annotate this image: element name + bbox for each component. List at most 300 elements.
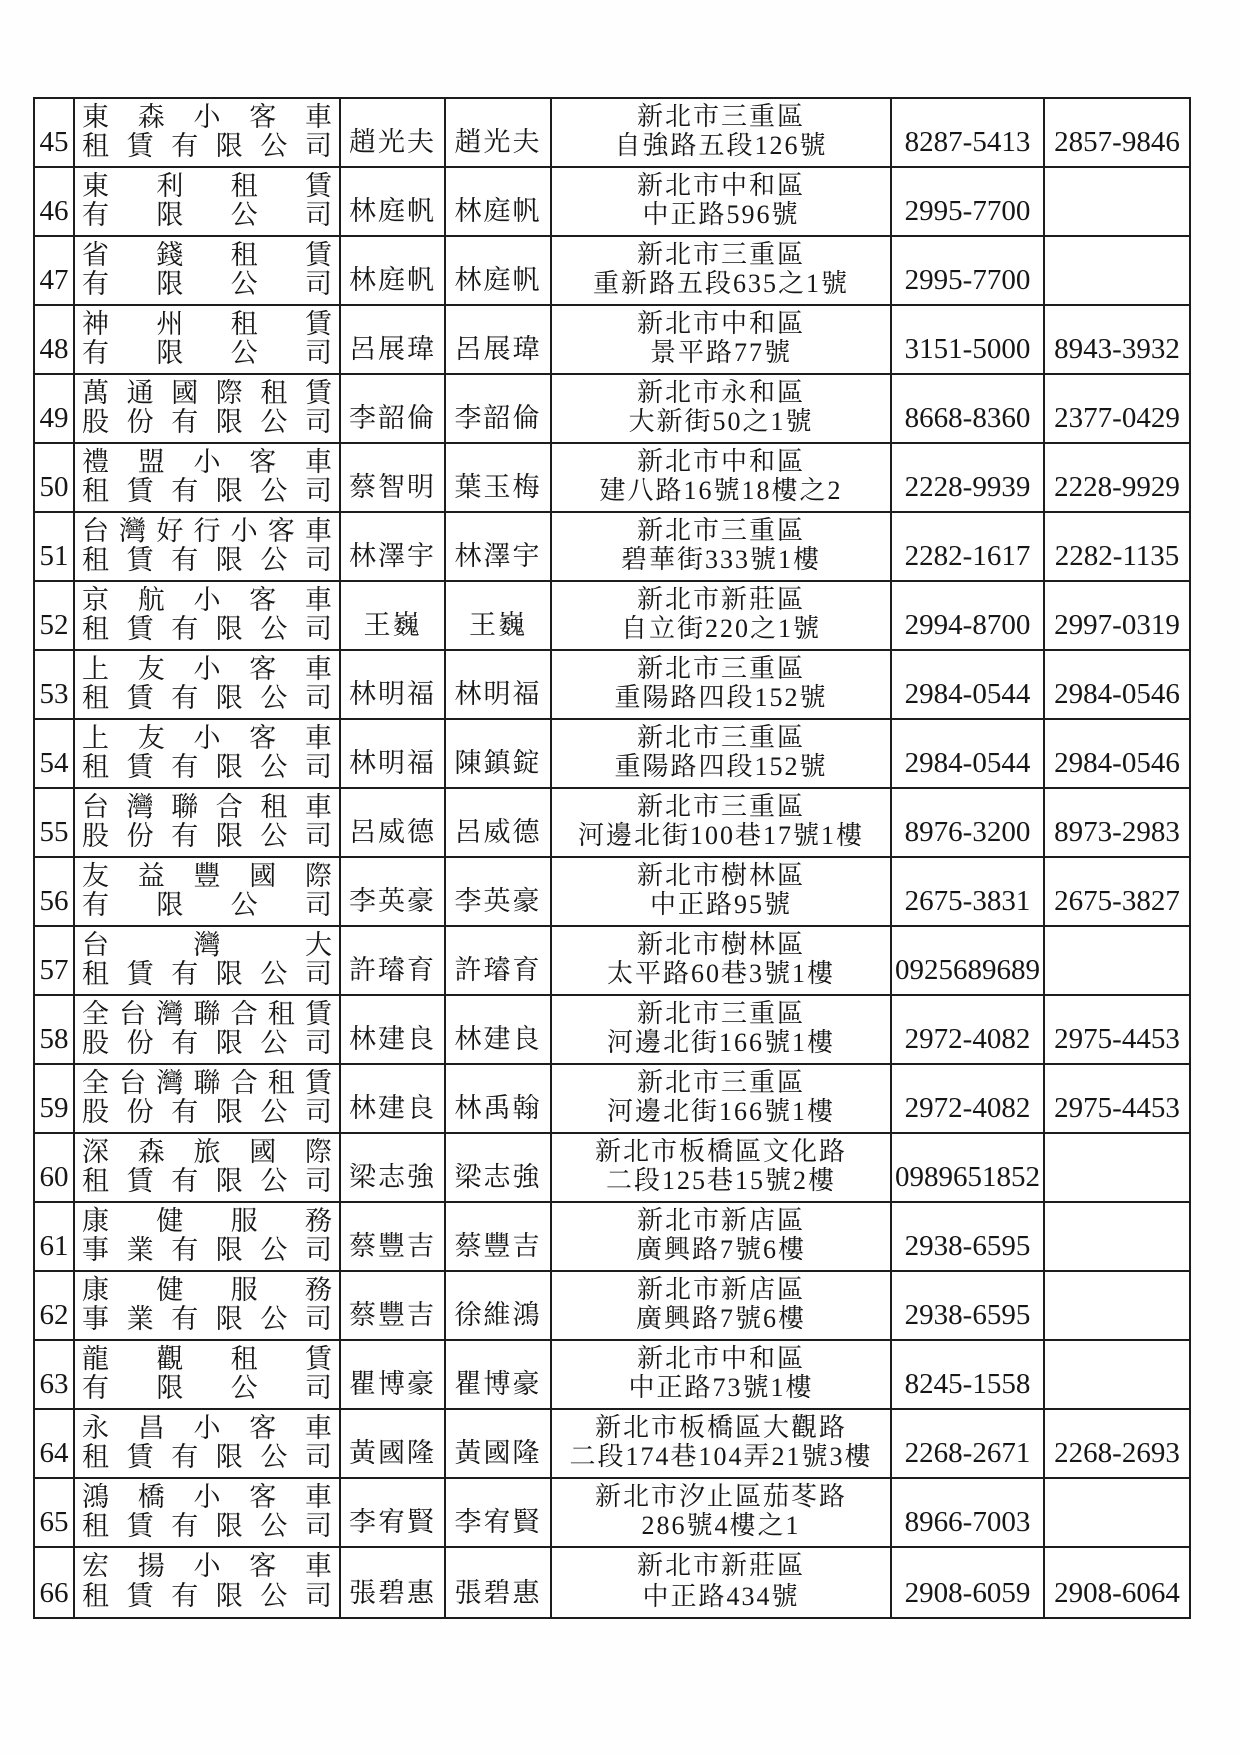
address-cell	[552, 1548, 892, 1617]
company-name-char: 租	[82, 959, 109, 989]
company-name-char: 小	[193, 1413, 221, 1443]
company-name-char: 客	[249, 1413, 277, 1443]
phone1-cell: 2675-3831	[892, 858, 1045, 925]
company-name-char: 友	[137, 723, 165, 753]
address-line: 河邊北街166號1樓	[606, 1097, 835, 1126]
company-name-char: 限	[215, 1511, 243, 1541]
table-row	[35, 996, 1189, 1065]
phone2-cell	[1045, 927, 1189, 994]
phone1-cell: 2268-2671	[892, 1410, 1045, 1477]
table-row	[35, 375, 1189, 444]
company-name-char: 賃	[126, 683, 154, 713]
row-index-cell: 45	[35, 99, 75, 166]
row-index-cell: 60	[35, 1134, 75, 1201]
company-name-char: 聯	[193, 999, 221, 1029]
company-name-char: 限	[215, 1097, 243, 1127]
company-name-char: 租	[230, 240, 258, 270]
person1-cell: 林澤宇	[341, 513, 446, 580]
company-name-char: 客	[249, 102, 277, 132]
company-name-char: 好	[156, 516, 184, 546]
company-name-cell	[75, 99, 341, 166]
company-name-char: 公	[260, 1442, 288, 1472]
company-name-char: 賃	[126, 752, 154, 782]
table-row	[35, 789, 1189, 858]
company-name-char: 有	[171, 1235, 199, 1265]
company-name-char: 永	[82, 1413, 109, 1443]
address-line: 中正路596號	[642, 200, 800, 229]
company-name-char: 神	[82, 309, 109, 339]
company-name-char: 公	[230, 890, 258, 920]
company-name-char: 有	[82, 200, 109, 230]
company-name-char: 限	[215, 1581, 243, 1611]
company-name-line	[82, 586, 332, 615]
phone2-cell: 2984-0546	[1054, 678, 1180, 710]
company-name-cell	[75, 1203, 341, 1270]
company-name-char: 限	[215, 683, 243, 713]
company-name-char: 租	[260, 792, 288, 822]
company-name-cell	[75, 1479, 341, 1546]
company-name-char: 賃	[304, 1344, 332, 1374]
company-name-char: 業	[126, 1304, 154, 1334]
company-name-line	[82, 408, 332, 437]
company-name-cell	[75, 1341, 341, 1408]
table-row	[35, 1065, 1189, 1134]
company-name-char: 公	[260, 1581, 288, 1611]
company-name-cell	[75, 237, 341, 304]
company-name-line	[82, 862, 332, 891]
company-name-char: 有	[82, 890, 109, 920]
company-name-line	[82, 448, 332, 477]
address-line: 重陽路四段152號	[614, 752, 828, 781]
company-name-char: 灣	[156, 1068, 184, 1098]
company-name-line	[82, 891, 332, 920]
company-name-cell	[75, 996, 341, 1063]
row-index-cell: 58	[35, 996, 75, 1063]
company-name-char: 限	[215, 1028, 243, 1058]
company-name-cell	[75, 1410, 341, 1477]
company-name-char: 小	[193, 447, 221, 477]
company-name-char: 灣	[119, 516, 147, 546]
company-name-char: 小	[193, 102, 221, 132]
person1-cell: 張碧惠	[341, 1548, 446, 1617]
address-line: 新北市三重區	[636, 516, 805, 545]
person2-cell: 王巍	[446, 582, 552, 649]
company-name-char: 全	[82, 999, 109, 1029]
person1-cell: 呂展瑋	[341, 306, 446, 373]
company-name-char: 司	[304, 1166, 332, 1196]
company-name-char: 賃	[126, 1166, 154, 1196]
company-name-char: 觀	[156, 1344, 184, 1374]
person1-cell: 呂威德	[341, 789, 446, 856]
phone2-cell: 2675-3827	[1054, 885, 1180, 917]
address-line: 二段174巷104弄21號3樓	[569, 1442, 873, 1471]
row-index-cell: 63	[35, 1341, 75, 1408]
address-cell	[552, 444, 892, 511]
person2-cell: 徐維鴻	[446, 1272, 552, 1339]
phone1-cell: 3151-5000	[892, 306, 1045, 373]
address-cell	[552, 1341, 892, 1408]
company-name-char: 客	[249, 585, 277, 615]
company-name-char: 全	[82, 1068, 109, 1098]
company-name-char: 有	[82, 338, 109, 368]
company-name-char: 國	[249, 1137, 277, 1167]
company-name-char: 服	[230, 1275, 258, 1305]
company-name-char: 上	[82, 654, 109, 684]
address-cell	[552, 720, 892, 787]
company-name-char: 有	[171, 1511, 199, 1541]
phone2-cell	[1045, 1134, 1189, 1201]
company-name-char: 客	[249, 1482, 277, 1512]
company-name-char: 公	[260, 1511, 288, 1541]
company-name-char: 租	[230, 309, 258, 339]
company-name-char: 錢	[156, 240, 184, 270]
company-name-line	[82, 793, 332, 822]
company-name-line	[82, 477, 332, 506]
company-name-char: 賃	[126, 1511, 154, 1541]
phone1-cell: 2282-1617	[892, 513, 1045, 580]
company-name-char: 大	[305, 930, 332, 960]
row-index-cell: 57	[35, 927, 75, 994]
company-name-char: 聯	[193, 1068, 221, 1098]
company-name-char: 公	[230, 1373, 258, 1403]
company-name-char: 友	[137, 654, 165, 684]
row-index-cell: 52	[35, 582, 75, 649]
company-name-char: 有	[171, 1028, 199, 1058]
phone2-cell: 2268-2693	[1054, 1437, 1180, 1469]
company-name-char: 康	[82, 1206, 109, 1236]
phone1-cell: 8668-8360	[892, 375, 1045, 442]
company-name-char: 台	[82, 792, 109, 822]
person1-cell: 王巍	[341, 582, 446, 649]
company-name-char: 益	[137, 861, 165, 891]
company-name-char: 賃	[304, 999, 332, 1029]
person2-cell: 張碧惠	[446, 1548, 552, 1617]
person1-cell: 趙光夫	[341, 99, 446, 166]
address-cell	[552, 513, 892, 580]
company-name-char: 公	[260, 407, 288, 437]
address-line: 新北市三重區	[636, 240, 805, 269]
company-name-char: 利	[156, 171, 184, 201]
company-name-char: 聯	[171, 792, 199, 822]
company-name-char: 際	[305, 861, 332, 891]
person2-cell: 林澤宇	[446, 513, 552, 580]
company-name-cell	[75, 1548, 341, 1617]
company-name-line	[82, 339, 332, 368]
address-cell	[552, 1203, 892, 1270]
row-index-cell: 54	[35, 720, 75, 787]
phone2-cell: 8943-3932	[1054, 333, 1180, 365]
company-name-char: 健	[156, 1275, 184, 1305]
company-name-char: 賃	[304, 378, 332, 408]
address-cell	[552, 306, 892, 373]
row-index-cell: 62	[35, 1272, 75, 1339]
company-name-char: 限	[215, 131, 243, 161]
person1-cell: 林建良	[341, 1065, 446, 1132]
address-line: 新北市樹林區	[636, 861, 805, 890]
company-name-char: 限	[215, 614, 243, 644]
company-name-line	[82, 684, 332, 713]
company-name-char: 小	[193, 723, 221, 753]
company-name-char: 車	[305, 1413, 332, 1443]
company-name-char: 租	[260, 378, 288, 408]
company-name-char: 限	[156, 200, 184, 230]
company-name-char: 揚	[137, 1551, 165, 1581]
company-name-char: 份	[126, 407, 154, 437]
company-name-char: 通	[126, 378, 154, 408]
company-name-char: 森	[137, 102, 165, 132]
address-line: 建八路16號18樓之2	[599, 476, 843, 505]
company-name-char: 賃	[126, 476, 154, 506]
company-name-char: 租	[82, 476, 109, 506]
company-name-char: 公	[260, 1028, 288, 1058]
company-name-line	[82, 1167, 332, 1196]
person2-cell: 陳鎮錠	[446, 720, 552, 787]
company-name-char: 司	[304, 683, 332, 713]
company-name-char: 司	[304, 821, 332, 851]
company-name-line	[82, 132, 332, 161]
company-name-char: 有	[171, 1166, 199, 1196]
row-index-cell: 61	[35, 1203, 75, 1270]
company-name-char: 灣	[126, 792, 154, 822]
table-row	[35, 237, 1189, 306]
company-name-char: 台	[82, 930, 109, 960]
company-name-cell	[75, 1272, 341, 1339]
company-name-char: 賃	[304, 171, 332, 201]
company-name-char: 限	[156, 269, 184, 299]
company-name-char: 客	[249, 723, 277, 753]
phone1-cell: 2994-8700	[892, 582, 1045, 649]
company-name-line	[82, 724, 332, 753]
company-name-char: 有	[171, 614, 199, 644]
company-name-cell	[75, 306, 341, 373]
company-name-char: 公	[260, 545, 288, 575]
company-name-char: 森	[137, 1137, 165, 1167]
company-name-char: 公	[230, 200, 258, 230]
company-name-char: 豐	[193, 861, 221, 891]
address-cell	[552, 1272, 892, 1339]
table-row	[35, 1203, 1189, 1272]
company-name-char: 事	[82, 1304, 109, 1334]
company-name-line	[82, 1374, 332, 1403]
company-name-char: 台	[119, 1068, 147, 1098]
company-name-char: 股	[82, 1028, 109, 1058]
phone1-cell: 8966-7003	[892, 1479, 1045, 1546]
company-name-char: 車	[305, 1482, 332, 1512]
company-name-cell	[75, 444, 341, 511]
row-index-cell: 49	[35, 375, 75, 442]
address-line: 景平路77號	[649, 338, 792, 367]
phone2-cell: 2228-9929	[1054, 471, 1180, 503]
company-name-char: 公	[260, 614, 288, 644]
company-name-char: 有	[171, 1581, 199, 1611]
company-name-line	[82, 172, 332, 201]
company-name-char: 股	[82, 1097, 109, 1127]
table-row	[35, 1272, 1189, 1341]
company-name-char: 租	[230, 1344, 258, 1374]
company-name-char: 業	[126, 1235, 154, 1265]
row-index-cell: 53	[35, 651, 75, 718]
company-name-char: 限	[215, 752, 243, 782]
person2-cell: 許璿育	[446, 927, 552, 994]
company-name-char: 有	[171, 1442, 199, 1472]
address-cell	[552, 582, 892, 649]
person1-cell: 林庭帆	[341, 237, 446, 304]
company-name-char: 限	[215, 407, 243, 437]
phone2-cell: 2857-9846	[1054, 126, 1180, 158]
company-name-char: 有	[171, 407, 199, 437]
company-name-line	[82, 931, 332, 960]
address-line: 新北市新莊區	[636, 585, 805, 614]
table-row	[35, 168, 1189, 237]
address-cell	[552, 996, 892, 1063]
phone1-cell: 2984-0544	[892, 720, 1045, 787]
company-name-char: 司	[304, 338, 332, 368]
address-line: 河邊北街100巷17號1樓	[577, 821, 864, 850]
address-line: 自立街220之1號	[620, 614, 821, 643]
company-name-char: 司	[304, 1581, 332, 1611]
table-row	[35, 1410, 1189, 1479]
company-name-char: 有	[82, 269, 109, 299]
table-row	[35, 1341, 1189, 1410]
address-line: 太平路60巷3號1樓	[606, 959, 835, 988]
company-name-line	[82, 241, 332, 270]
company-name-char: 有	[171, 683, 199, 713]
company-name-char: 賃	[126, 1581, 154, 1611]
company-name-char: 賃	[126, 959, 154, 989]
person2-cell: 瞿博豪	[446, 1341, 552, 1408]
company-name-char: 有	[171, 1304, 199, 1334]
address-cell	[552, 1479, 892, 1546]
address-line: 新北市永和區	[636, 378, 805, 407]
company-name-char: 際	[215, 378, 243, 408]
company-name-char: 賃	[304, 309, 332, 339]
company-name-char: 公	[260, 683, 288, 713]
company-name-line	[82, 822, 332, 851]
company-name-char: 賃	[126, 131, 154, 161]
address-line: 新北市三重區	[636, 999, 805, 1028]
company-name-char: 公	[230, 338, 258, 368]
address-cell	[552, 375, 892, 442]
company-name-char: 賃	[126, 545, 154, 575]
address-line: 自強路五段126號	[614, 131, 828, 160]
company-name-char: 司	[304, 1511, 332, 1541]
company-name-char: 小	[193, 654, 221, 684]
company-name-char: 限	[215, 545, 243, 575]
person1-cell: 許璿育	[341, 927, 446, 994]
phone2-cell: 2908-6064	[1054, 1577, 1180, 1609]
row-index-cell: 55	[35, 789, 75, 856]
address-line: 新北市板橋區文化路	[594, 1137, 847, 1166]
address-line: 新北市中和區	[636, 171, 805, 200]
person1-cell: 黃國隆	[341, 1410, 446, 1477]
row-index-cell: 48	[35, 306, 75, 373]
company-name-cell	[75, 375, 341, 442]
company-name-char: 賃	[304, 1068, 332, 1098]
address-cell	[552, 99, 892, 166]
address-line: 新北市中和區	[636, 309, 805, 338]
company-name-char: 公	[230, 269, 258, 299]
company-name-char: 台	[119, 999, 147, 1029]
person1-cell: 蔡豐吉	[341, 1272, 446, 1339]
company-name-char: 客	[249, 654, 277, 684]
company-name-char: 公	[260, 752, 288, 782]
company-name-char: 租	[267, 999, 295, 1029]
company-name-line	[82, 1236, 332, 1265]
company-name-line	[82, 1207, 332, 1236]
address-line: 新北市新莊區	[636, 1551, 805, 1580]
company-name-char: 東	[82, 102, 109, 132]
company-name-char: 車	[304, 516, 332, 546]
company-name-char: 務	[304, 1206, 332, 1236]
phone2-cell: 2282-1135	[1054, 540, 1180, 572]
row-index-cell: 46	[35, 168, 75, 235]
company-name-char: 限	[215, 1235, 243, 1265]
table-row	[35, 306, 1189, 375]
company-name-char: 司	[304, 614, 332, 644]
address-line: 新北市三重區	[636, 1068, 805, 1097]
person1-cell: 林庭帆	[341, 168, 446, 235]
person1-cell: 瞿博豪	[341, 1341, 446, 1408]
phone1-cell: 8287-5413	[892, 99, 1045, 166]
company-name-char: 司	[304, 545, 332, 575]
phone2-cell	[1045, 1203, 1189, 1270]
company-name-char: 灣	[193, 930, 221, 960]
company-name-line	[82, 1276, 332, 1305]
company-name-char: 國	[249, 861, 277, 891]
company-name-char: 限	[215, 476, 243, 506]
company-name-char: 公	[260, 1235, 288, 1265]
person2-cell: 林庭帆	[446, 237, 552, 304]
company-name-line	[82, 103, 332, 132]
address-line: 重新路五段635之1號	[592, 269, 849, 298]
company-name-char: 司	[304, 407, 332, 437]
company-name-char: 灣	[156, 999, 184, 1029]
company-name-char: 司	[304, 1373, 332, 1403]
row-index-cell: 66	[35, 1548, 75, 1617]
company-name-char: 租	[82, 1581, 109, 1611]
company-name-char: 禮	[82, 447, 109, 477]
company-name-char: 健	[156, 1206, 184, 1236]
company-name-char: 股	[82, 821, 109, 851]
company-name-char: 車	[305, 1551, 332, 1581]
person1-cell: 李英豪	[341, 858, 446, 925]
company-name-cell	[75, 582, 341, 649]
phone1-cell: 2938-6595	[892, 1272, 1045, 1339]
company-name-char: 公	[260, 1097, 288, 1127]
phone2-cell: 2997-0319	[1054, 609, 1180, 641]
table-row	[35, 1548, 1189, 1617]
company-name-char: 深	[82, 1137, 109, 1167]
company-name-line	[82, 379, 332, 408]
company-name-char: 車	[305, 585, 332, 615]
address-cell	[552, 168, 892, 235]
company-name-char: 賃	[304, 240, 332, 270]
company-name-char: 公	[260, 1304, 288, 1334]
phone1-cell: 2984-0544	[892, 651, 1045, 718]
person2-cell: 梁志強	[446, 1134, 552, 1201]
company-name-char: 司	[304, 200, 332, 230]
row-index-cell: 65	[35, 1479, 75, 1546]
person1-cell: 蔡豐吉	[341, 1203, 446, 1270]
company-name-cell	[75, 651, 341, 718]
company-name-char: 務	[304, 1275, 332, 1305]
company-name-char: 司	[304, 131, 332, 161]
company-name-cell	[75, 513, 341, 580]
company-name-char: 賃	[126, 1442, 154, 1472]
address-cell	[552, 789, 892, 856]
address-line: 河邊北街166號1樓	[606, 1028, 835, 1057]
person2-cell: 林明福	[446, 651, 552, 718]
